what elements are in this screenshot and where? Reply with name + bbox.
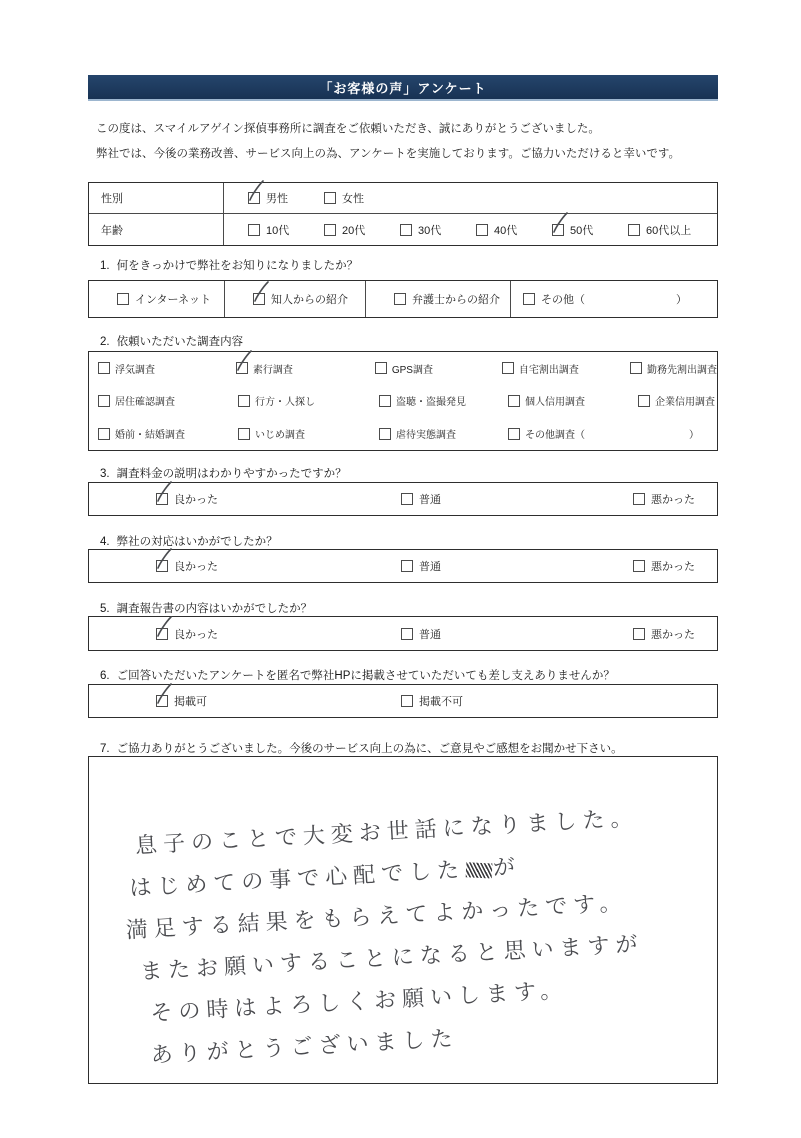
checkbox-q4-bad[interactable] [633, 560, 645, 572]
checkbox-referral-lawyer[interactable] [394, 293, 406, 305]
question-3-heading [100, 465, 716, 481]
option-residence-confirmation[interactable] [98, 393, 238, 408]
option-label: 掲載不可 [419, 696, 463, 708]
option-q4-bad[interactable] [633, 558, 717, 574]
option-label: 良かった [174, 494, 218, 506]
checkbox-q5-good[interactable] [156, 628, 168, 640]
checkbox-q5-normal[interactable] [401, 628, 413, 640]
question-text: 何をきっかけで弊社をお知りになりましたか？ [116, 260, 359, 272]
scribble-mark [466, 862, 493, 878]
option-label: 40代 [494, 224, 518, 237]
option-bullying-investigation[interactable] [238, 426, 379, 441]
checkbox-other-investigation[interactable] [508, 428, 520, 440]
option-label: 普通 [419, 561, 441, 573]
option-label: 30代 [418, 224, 442, 237]
option-home-address-investigation[interactable] [502, 361, 630, 376]
option-label: 知人からの紹介 [271, 294, 348, 306]
option-label: 悪かった [651, 494, 695, 506]
question-2-heading [100, 333, 716, 349]
age-options [224, 214, 717, 245]
checkbox-infidelity[interactable] [98, 362, 110, 374]
question-4-heading [100, 533, 716, 549]
option-referral-friend[interactable] [225, 281, 366, 317]
handwritten-comment-line: またお願いすることになると思いますが [139, 930, 645, 984]
option-age-30s[interactable] [400, 222, 476, 238]
option-label: 女性 [342, 193, 364, 205]
checkbox-internet[interactable] [117, 293, 129, 305]
checkbox-male[interactable] [248, 192, 260, 204]
option-corporate-credit[interactable] [638, 393, 717, 408]
option-label: 掲載可 [174, 696, 207, 708]
option-workplace-investigation[interactable] [630, 361, 717, 376]
question-5-heading [100, 600, 716, 616]
option-q5-normal[interactable] [401, 626, 633, 642]
question-text: 弊社の対応はいかがでしたか？ [116, 536, 278, 548]
option-label: 50代 [570, 224, 594, 237]
option-q3-bad[interactable] [633, 491, 717, 507]
question-number: 1. [100, 260, 110, 272]
checkbox-q4-normal[interactable] [401, 560, 413, 572]
question-number: 2. [100, 336, 110, 348]
option-referral-lawyer[interactable] [366, 281, 511, 317]
option-label: 60代以上 [646, 224, 692, 237]
option-label: 10代 [266, 224, 290, 237]
option-label: 良かった [174, 628, 218, 641]
option-q5-good[interactable] [156, 626, 401, 642]
option-age-60s-plus[interactable] [628, 222, 691, 238]
checkbox-publish-ok[interactable] [156, 695, 168, 707]
checkbox-q3-bad[interactable] [633, 493, 645, 505]
option-behavior-investigation[interactable] [236, 361, 375, 376]
option-label: 企業信用調査 [655, 397, 715, 409]
checkbox-abuse[interactable] [379, 428, 391, 440]
question-number: 5. [100, 603, 110, 615]
option-age-40s[interactable] [476, 222, 552, 238]
q5-options-table [88, 616, 718, 651]
q6-options-table [88, 684, 718, 718]
option-label: インターネット [135, 294, 212, 306]
option-label: 自宅割出調査 [518, 364, 579, 376]
handwritten-comment-line: はじめての事で心配でした が [128, 853, 522, 901]
form-title: 「お客様の声」アンケート [319, 80, 487, 96]
option-age-10s[interactable] [248, 222, 324, 238]
checkbox-age-60s-plus[interactable] [628, 224, 640, 236]
q2-row-2 [89, 393, 717, 408]
option-publish-no[interactable] [401, 693, 633, 709]
option-abuse-investigation[interactable] [379, 426, 508, 441]
handwritten-check-icon [246, 180, 266, 204]
option-q5-bad[interactable] [633, 626, 717, 642]
checkbox-wiretap[interactable] [379, 395, 391, 407]
handwritten-check-icon [154, 548, 174, 572]
option-label: 男性 [266, 193, 288, 205]
checkbox-premarital[interactable] [98, 428, 110, 440]
handwritten-comment-line: ありがとうございました [150, 1025, 460, 1068]
option-other[interactable] [511, 281, 717, 317]
option-label: その他（ [541, 294, 585, 306]
option-label: いじめ調査 [255, 430, 305, 442]
intro-line-2: 弊社では、今後の業務改善、サービス向上の為、アンケートを実施しております。ご協力いただけると幸いです。 [96, 148, 680, 160]
checkbox-age-40s[interactable] [476, 224, 488, 236]
checkbox-personal-credit[interactable] [508, 395, 520, 407]
checkbox-q3-normal[interactable] [401, 493, 413, 505]
handwritten-check-icon [550, 212, 570, 236]
checkbox-female[interactable] [324, 192, 336, 204]
question-text: ご協力ありがとうございました。今後のサービス向上の為に、ご意見やご感想をお聞かせ下さい。 [116, 743, 623, 755]
question-number: 7. [100, 743, 110, 755]
question-text: ご回答いただいたアンケートを匿名で弊社HPに掲載させていただいても差し支えありませんか？ [116, 670, 615, 682]
question-number: 3. [100, 468, 110, 480]
option-q3-good[interactable] [156, 491, 401, 507]
checkbox-gps[interactable] [375, 362, 387, 374]
profile-table [88, 182, 718, 246]
option-gps-investigation[interactable] [375, 361, 502, 376]
checkbox-other[interactable] [523, 293, 535, 305]
option-personal-credit[interactable] [508, 393, 638, 408]
handwritten-check-icon [251, 281, 271, 305]
option-label: 良かった [174, 561, 218, 573]
option-label: 行方・人探し [255, 397, 315, 409]
option-label: 悪かった [651, 628, 695, 641]
option-label: 浮気調査 [115, 364, 155, 376]
question-1-heading [100, 257, 716, 273]
question-7-heading [100, 740, 716, 756]
option-q4-normal[interactable] [401, 558, 633, 574]
option-label: 盗聴・盗撮発見 [396, 397, 466, 409]
option-internet[interactable] [89, 281, 225, 317]
option-label: 虐待実態調査 [396, 430, 456, 442]
closing-paren: ） [689, 430, 699, 442]
option-label: 素行調査 [252, 364, 293, 376]
q2-row-1 [89, 361, 717, 376]
checkbox-home-address[interactable] [502, 362, 514, 374]
handwritten-check-icon [234, 350, 254, 374]
option-female[interactable] [324, 190, 400, 206]
handwritten-check-icon [154, 683, 174, 707]
checkbox-age-20s[interactable] [324, 224, 336, 236]
checkbox-age-10s[interactable] [248, 224, 260, 236]
option-publish-ok[interactable] [156, 693, 401, 709]
q3-options-table [88, 482, 718, 516]
option-label: その他調査（ [525, 430, 585, 442]
option-missing-person[interactable] [238, 393, 379, 408]
closing-paren: ） [676, 294, 687, 306]
checkbox-q5-bad[interactable] [633, 628, 645, 640]
question-text: 調査報告書の内容はいかがでしたか？ [116, 603, 313, 615]
checkbox-corporate-credit[interactable] [638, 395, 650, 407]
q1-options-table [88, 280, 718, 318]
handwritten-comment-line: 満足する結果をもらえてよかったです。 [125, 889, 628, 943]
checkbox-residence[interactable] [98, 395, 110, 407]
checkbox-age-30s[interactable] [400, 224, 412, 236]
question-text: 調査料金の説明はわかりやすかったですか？ [116, 468, 347, 480]
option-label: 悪かった [651, 561, 695, 573]
checkbox-workplace[interactable] [630, 362, 642, 374]
handwritten-comment-line: 息子のことで大変お世話になりました。 [134, 804, 640, 859]
question-number: 4. [100, 536, 110, 548]
option-age-20s[interactable] [324, 222, 400, 238]
handwritten-comment [118, 793, 716, 1077]
option-male[interactable] [248, 190, 324, 206]
option-infidelity-investigation[interactable] [98, 361, 236, 376]
q2-row-3 [89, 426, 717, 441]
checkbox-q3-good[interactable] [156, 493, 168, 505]
option-label: 普通 [419, 494, 441, 506]
form-title-bar [88, 75, 718, 101]
option-other-investigation[interactable] [508, 426, 699, 441]
gender-options [224, 183, 717, 214]
checkbox-q4-good[interactable] [156, 560, 168, 572]
handwritten-comment-line: その時はよろしくお願いします。 [149, 977, 569, 1026]
handwritten-check-icon [154, 616, 174, 640]
question-number: 6. [100, 670, 110, 682]
option-label: 20代 [342, 224, 366, 237]
checkbox-behavior[interactable] [236, 362, 248, 374]
option-q3-normal[interactable] [401, 491, 633, 507]
checkbox-publish-no[interactable] [401, 695, 413, 707]
option-label: 個人信用調査 [525, 397, 585, 409]
option-label: 普通 [419, 628, 441, 641]
checkbox-referral-friend[interactable] [253, 293, 265, 305]
option-q4-good[interactable] [156, 558, 401, 574]
question-text: 依頼いただいた調査内容 [116, 336, 244, 348]
option-wiretap-detection[interactable] [379, 393, 508, 408]
intro-line-1: この度は、スマイルアゲイン探偵事務所に調査をご依頼いただき、誠にありがとうございました。 [96, 123, 600, 135]
q4-options-table [88, 549, 718, 583]
q2-options-table [88, 351, 718, 451]
checkbox-bullying[interactable] [238, 428, 250, 440]
question-6-heading [100, 667, 716, 683]
handwritten-check-icon [154, 481, 174, 505]
checkbox-missing-person[interactable] [238, 395, 250, 407]
option-label: 勤務先割出調査 [647, 364, 717, 376]
option-age-50s[interactable] [552, 222, 628, 238]
option-label: GPS調査 [391, 364, 433, 376]
option-label: 弁護士からの紹介 [412, 294, 500, 306]
age-row-label: 年齢 [89, 214, 224, 245]
option-label: 居住確認調査 [115, 397, 175, 409]
option-label: 婚前・結婚調査 [115, 430, 185, 442]
gender-row-label: 性別 [89, 183, 224, 214]
option-premarital-investigation[interactable] [98, 426, 238, 441]
checkbox-age-50s[interactable] [552, 224, 564, 236]
